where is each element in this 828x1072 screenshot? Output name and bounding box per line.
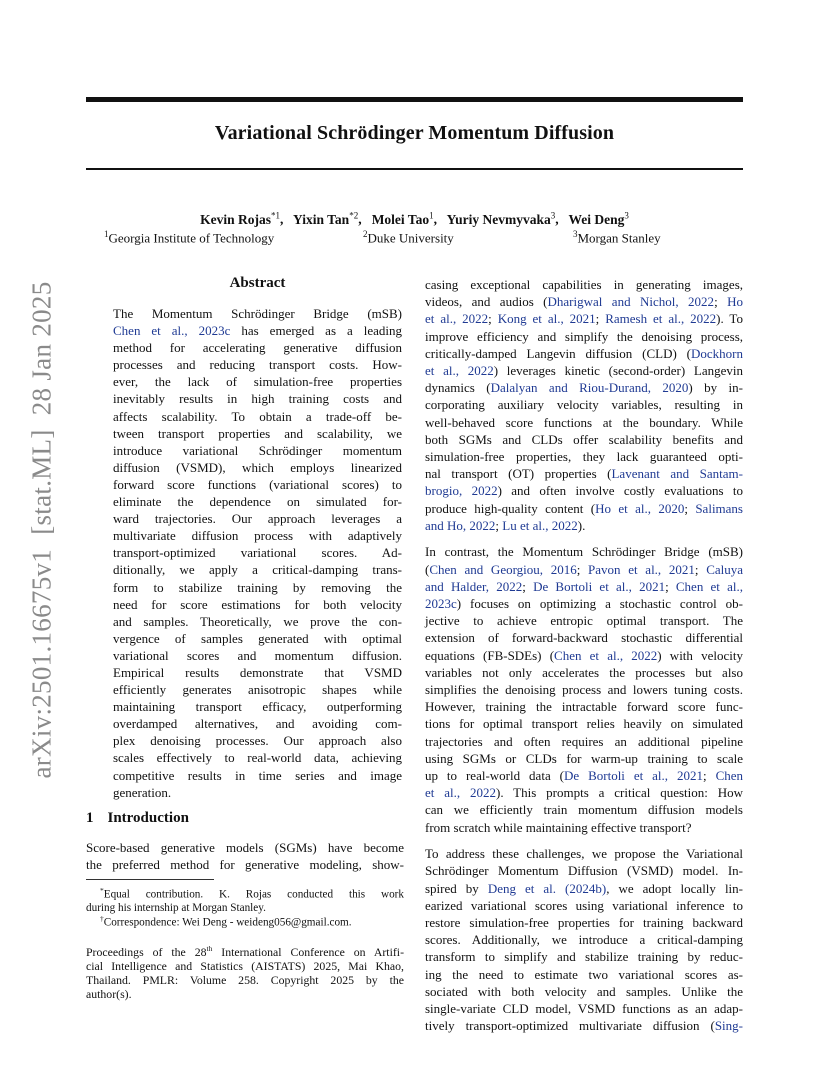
citation-link[interactable]: Chen and Georgiou, 2016 [429, 561, 577, 577]
citation-link[interactable]: Kong et al., 2021 [497, 311, 596, 327]
citation-link[interactable]: Chen et al., 2023c [113, 323, 231, 339]
abstract-line: need for score estimations for both velocity [113, 596, 402, 612]
abstract-line: Empirical results demonstrate that VSMD [113, 664, 402, 680]
right-column-line: brogio, 2022) and often involve costly evaluations to [425, 483, 743, 499]
right-column-line: nal transport (OT) properties (Lavenant and Santam- [425, 466, 743, 482]
citation-link[interactable]: De Bortoli et al., 2021 [563, 767, 703, 783]
title-bottom-rule [86, 168, 743, 170]
citation-link[interactable]: et al., 2022 [425, 363, 494, 379]
abstract-line: overdamped alternatives, and avoiding com- [113, 716, 402, 732]
affiliation-2: $^2$Duke University [363, 229, 454, 246]
right-column-line: from scratch while maintaining effective transport? [425, 819, 692, 835]
abstract-line: plex denoising processes. Our approach also [113, 733, 402, 749]
right-column-line: ing the need to estimate two variational scores as- [425, 966, 743, 982]
abstract-line: competitive results in time series and image [113, 767, 402, 783]
right-column-line: improve efficiency and simplify the denoising process, [425, 328, 743, 344]
abstract-line: method for accelerating generative diffusion [113, 340, 402, 356]
right-column-line: and Ho, 2022; Lu et al., 2022). [425, 517, 586, 533]
citation-link[interactable]: and Ho, 2022 [425, 517, 496, 533]
right-column-line: earized variational scores using variational inference to [425, 897, 743, 913]
citation-link[interactable]: Ho et al., 2020 [595, 500, 685, 516]
abstract-line: Chen et al., 2023c has emerged as a leading [113, 323, 402, 339]
right-column-line: (Chen and Georgiou, 2016; Pavon et al., 2021; Caluya [425, 561, 744, 577]
proceedings-line: Proceedings of the 28th International Conference on Artifi- [86, 944, 404, 959]
title-top-rule [86, 97, 743, 102]
citation-link[interactable]: De Bortoli et al., 2021 [533, 578, 666, 594]
right-column-line: single-variate CLD model, VSMD functions as an adap- [425, 1000, 743, 1016]
right-column-line: et al., 2022; Kong et al., 2021; Ramesh et al., 2022). To [425, 311, 743, 327]
citation-link[interactable]: Chen et al., [675, 578, 743, 594]
abstract-line: efficiently generates anisotropic shapes while [113, 682, 402, 698]
abstract-line: vergence of samples generated with optimal [113, 630, 402, 646]
right-column-line: both SGMs and CLDs offer scalability benefits and [425, 431, 743, 447]
footnote-rule [86, 879, 214, 880]
section-number: 1 [86, 810, 94, 826]
right-column-line: sociated with both velocity and samples. Unlike the [425, 983, 743, 999]
abstract-line: ever, the lack of simulation-free properties [113, 374, 402, 390]
right-column-line: equations (FB-SDEs) (Chen et al., 2022) with velocity [425, 647, 743, 663]
abstract-line: processes and reducing transport costs. How- [113, 357, 402, 373]
abstract-line: introduce variational Schrödinger momentum [113, 442, 402, 458]
right-column-line: scores. Additionally, we introduce a critical-damping [425, 932, 743, 948]
abstract-line: affects scalability. To obtain a trade-off be- [113, 408, 402, 424]
right-column-line: can we efficiently train momentum diffusion models [425, 802, 743, 818]
right-column-line: dynamics (Dalalyan and Riou-Durand, 2020) by in- [425, 380, 743, 396]
right-column-line: In contrast, the Momentum Schrödinger Bridge (mSB) [425, 544, 743, 560]
right-column-line: simplifies the denoising process and lowers tuning costs. [425, 681, 743, 697]
citation-link[interactable]: Dalalyan and Riou-Durand, 2020 [490, 380, 689, 396]
footnote-correspondence: †Correspondence: Wei Deng - weideng056@gmail.com. [100, 914, 352, 929]
right-column-line: jective to achieve entropic optimal transport. The [425, 613, 743, 629]
paper-title: Variational Schrödinger Momentum Diffusion [214, 122, 615, 144]
abstract-line: tween transport properties and scalability, we [113, 425, 402, 441]
paragraph-gap [425, 534, 743, 543]
citation-link[interactable]: et al., 2022 [425, 785, 496, 801]
citation-link[interactable]: Caluya [706, 561, 744, 577]
abstract-line: diffusion (VSMD), which employs linearized [113, 459, 402, 475]
right-column-line: tively transport-optimized multivariate diffusion (Sing- [425, 1018, 743, 1034]
author-name: Yuriy Nevmyvaka$^3$ [446, 210, 556, 227]
abstract-line: The Momentum Schrödinger Bridge (mSB) [113, 306, 402, 321]
citation-link[interactable]: et al., 2022 [425, 311, 489, 327]
author-name: Wei Deng$^3$ [568, 210, 629, 227]
abstract-body [113, 305, 402, 801]
citation-link[interactable]: Ramesh et al., 2022 [605, 311, 717, 327]
proceedings-line: Thailand. PMLR: Volume 258. Copyright 2025 by the [86, 972, 404, 987]
right-column-line: produce high-quality content (Ho et al., 2020; Salimans [425, 500, 743, 516]
abstract-line: maintaining transport efficacy, outperforming [113, 699, 402, 715]
right-column-line: et al., 2022) leverages kinetic (second-order) Langevin [425, 363, 743, 379]
right-column-line: up to real-world data (De Bortoli et al., 2021; Chen [425, 767, 744, 783]
right-column-line: variables not only accelerates the processes but also [425, 664, 743, 680]
intro-body [86, 839, 404, 873]
abstract-line: scales effectively to real-world data, achieving [113, 750, 402, 766]
citation-link[interactable]: Ho [727, 294, 743, 310]
abstract-line: forward score functions (variational scores) to [113, 476, 402, 492]
citation-link[interactable]: 2023c [425, 595, 457, 611]
citation-link[interactable]: Deng et al. (2024b) [487, 880, 607, 896]
section-title: Introduction [107, 810, 189, 826]
section-heading-introduction [86, 810, 189, 827]
citation-link[interactable]: Sing- [714, 1018, 743, 1034]
abstract-line: eliminate the dependence on simulated for- [113, 494, 402, 510]
citation-link[interactable]: and Halder, 2022 [425, 578, 523, 594]
author-name: Molei Tao$^1$ [371, 210, 434, 227]
intro-line: Score-based generative models (SGMs) have become [86, 840, 404, 855]
proceedings-note [86, 942, 404, 1002]
citation-link[interactable]: Lavenant and Santam- [611, 466, 743, 482]
abstract-line: and samples. Theoretically, we prove the con- [113, 613, 402, 629]
abstract-line: generation. [113, 784, 172, 800]
citation-link[interactable]: Lu et al., 2022 [502, 517, 578, 533]
right-column-line: et al., 2022). This prompts a critical question: How [425, 785, 743, 801]
right-column-body [425, 276, 743, 1034]
citation-link[interactable]: Chen [715, 767, 744, 783]
affiliation-1: $^1$Georgia Institute of Technology [104, 229, 275, 246]
citation-link[interactable]: Dharigwal and Nichol, 2022 [547, 294, 715, 310]
right-column-line: videos, and audios (Dharigwal and Nichol, 2022; Ho [425, 294, 743, 310]
abstract-heading: Abstract [229, 275, 286, 291]
proceedings-line: author(s). [86, 986, 132, 1001]
intro-line: the preferred method for generative modeling, show- [86, 857, 404, 873]
right-column-line: restore simulation-free properties for training backward [425, 914, 743, 930]
citation-link[interactable]: Chen et al., 2022 [554, 647, 658, 663]
abstract-line: inevitably results in high training costs and [113, 391, 402, 407]
right-column-line: transform to simplify and stabilize training by reduc- [425, 949, 743, 965]
abstract-line: transport-optimized variational scores. Ad- [113, 545, 402, 561]
right-column-line: extension of forward-backward stochastic differential [425, 630, 743, 646]
arxiv-id: arXiv:2501.16675v1 [stat.ML] 28 Jan 2025 [26, 281, 57, 779]
paragraph-gap [425, 836, 743, 845]
right-column-line: simulation-free properties, they lack guaranteed opti- [425, 449, 743, 465]
right-column-line: To address these challenges, we propose the Variational [425, 846, 743, 862]
citation-link[interactable]: brogio, 2022 [425, 483, 498, 499]
right-column-line: spired by Deng et al. (2024b), we adopt locally lin- [425, 880, 743, 896]
right-column-line: using SGMs or CLDs for warm-up training to scale [425, 750, 743, 766]
citation-link[interactable]: Salimans [695, 500, 743, 516]
author-name: Kevin Rojas$^{*1}$ [200, 210, 281, 227]
affiliation-3: $^3$Morgan Stanley [573, 229, 661, 246]
footnote-equal-contribution: *Equal contribution. K. Rojas conducted this work during his internship at Morgan Stanley. [86, 886, 404, 915]
right-column-line: and Halder, 2022; De Bortoli et al., 2021; Chen et al., [425, 578, 743, 594]
abstract-line: multivariate diffusion process with adaptively [113, 528, 402, 544]
right-column-line: trajectories and often requires an additional pipeline [425, 733, 743, 749]
abstract-line: ditionally, we apply a critical-damping trans- [113, 562, 402, 578]
abstract-line: variational scores and momentum diffusion. [113, 647, 402, 663]
citation-link[interactable]: Dockhorn [691, 345, 743, 361]
right-column-line: However, training the intractable forward score func- [425, 699, 743, 715]
author-name: Yixin Tan$^{*2}$ [293, 210, 359, 227]
proceedings-line: cial Intelligence and Statistics (AISTATS) 2025, Mai Khao, [86, 958, 404, 973]
author-list: Kevin Rojas$^{*1}$, Yixin Tan$^{*2}$, Molei Tao$^1$, Yuriy Nevmyvaka$^3$, Wei Deng$^3$ [200, 210, 629, 227]
right-column-line: casing exceptional capabilities in generating images, [425, 277, 743, 292]
citation-link[interactable]: Pavon et al., 2021 [588, 561, 695, 577]
right-column-line: tions for optimal transport relies heavily on simulated [425, 716, 743, 732]
right-column-line: Schrödinger Momentum Diffusion (VSMD) model. In- [425, 863, 743, 879]
right-column-line: well-behaved score functions at the boundary. While [425, 414, 743, 430]
abstract-line: form to stabilize training by removing the [113, 579, 402, 595]
abstract-line: ward trajectories. Our approach leverages a [113, 511, 402, 527]
right-column-line: corporating auxiliary velocity variables, resulting in [425, 397, 743, 413]
right-column-line: 2023c) focuses on optimizing a stochastic control ob- [425, 595, 743, 611]
right-column-line: critically-damped Langevin diffusion (CLD) (Dockhorn [425, 345, 743, 361]
